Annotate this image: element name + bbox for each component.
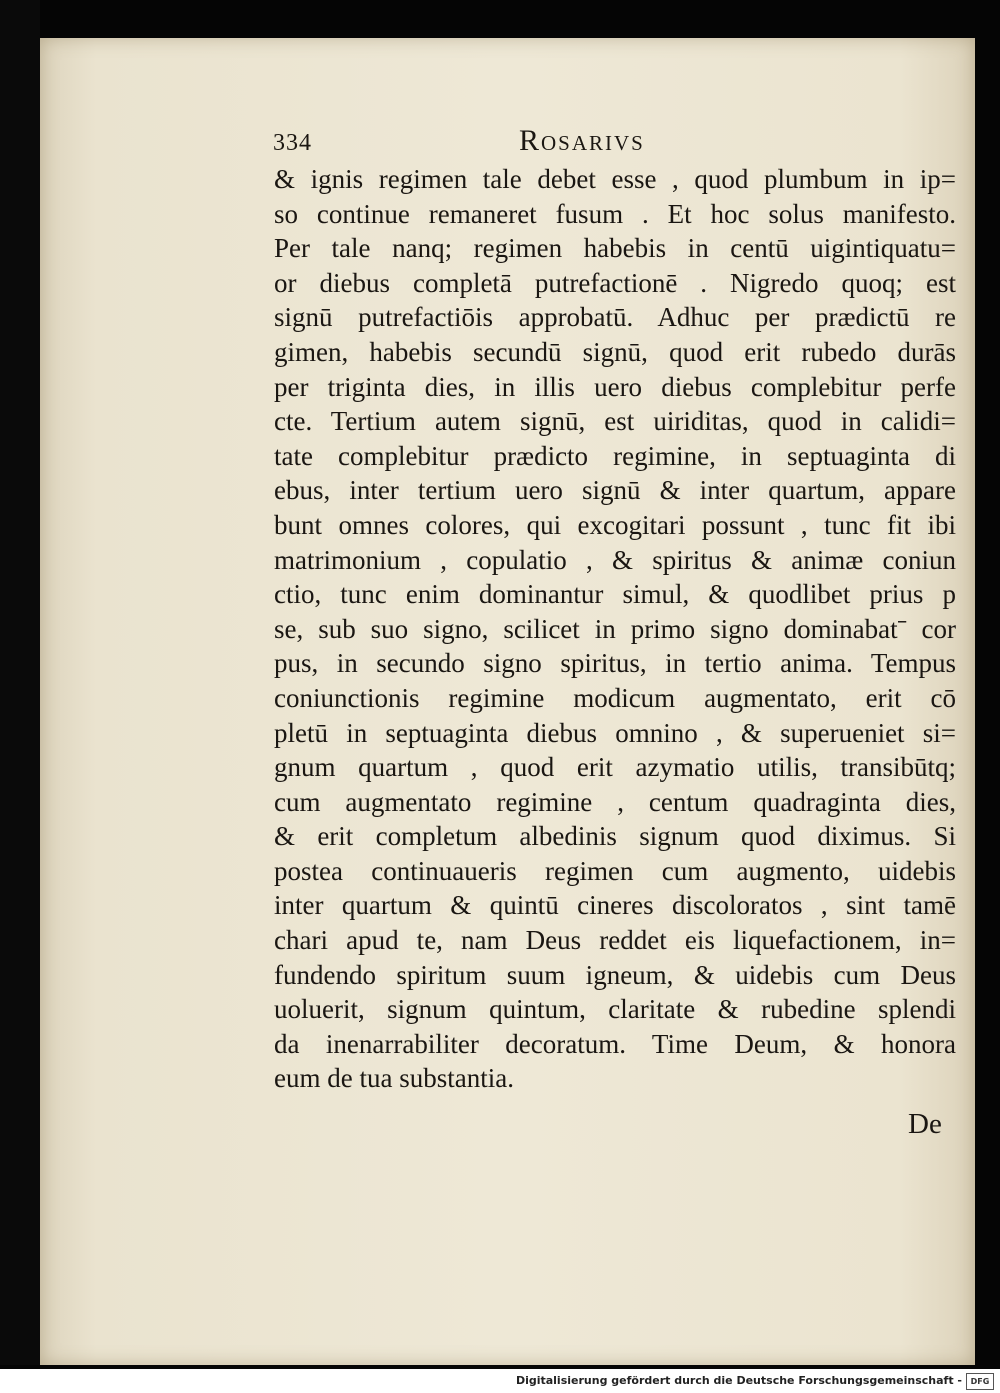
text-line: fundendo spiritum suum igneum, & uidebis cum Deus [274, 959, 956, 990]
scan-border [0, 0, 40, 1365]
text-line: gimen, habebis secundū signū, quod erit rubedo durās [274, 336, 956, 367]
text-line: da inenarrabiliter decoratum. Time Deum, & honora [274, 1028, 956, 1059]
text-line: bunt omnes colores, qui excogitari possunt , tunc fit ibi [274, 509, 956, 540]
text-line: gnum quartum , quod erit azymatio utilis, transibūtq; [274, 752, 956, 783]
catchword: De [908, 1108, 942, 1140]
body-text [274, 162, 956, 1096]
text-line: per triginta dies, in illis uero diebus complebitur perfe [274, 371, 956, 402]
dfg-logo: DFG [966, 1373, 994, 1390]
digitization-footer [0, 1369, 1000, 1393]
text-line: signū putrefactiōis approbatū. Adhuc per prædictū re [274, 302, 956, 333]
text-line: & ignis regimen tale debet esse , quod plumbum in ip= [274, 164, 956, 194]
text-line: cte. Tertium autem signū, est uiriditas, quod in calidi= [274, 406, 956, 437]
page-number: 334 [273, 130, 312, 156]
text-line: ctio, tunc enim dominantur simul, & quodlibet prius p [274, 579, 956, 610]
text-line: se, sub suo signo, scilicet in primo signo dominabatˉ cor [274, 613, 956, 644]
text-line: coniunctionis regimine modicum augmentato, erit cō [274, 682, 956, 713]
text-line: postea continuaueris regimen cum augmento, uidebis [274, 855, 956, 886]
text-line: inter quartum & quintū cineres discoloratos , sint tamē [274, 890, 956, 921]
text-line: matrimonium , copulatio , & spiritus & animæ coniun [274, 544, 956, 575]
text-line: or diebus completā putrefactionē . Nigredo quoq; est [274, 267, 956, 298]
running-title: Rosarivs [519, 124, 645, 157]
text-line: pus, in secundo signo spiritus, in tertio anima. Tempus [274, 648, 956, 679]
text-line: pletū in septuaginta diebus omnino , & superueniet si= [274, 717, 956, 748]
text-line: chari apud te, nam Deus reddet eis liquefactionem, in= [274, 925, 956, 956]
text-line: ebus, inter tertium uero signū & inter quartum, appare [274, 475, 956, 506]
text-line: & erit completum albedinis signum quod diximus. Si [274, 821, 956, 852]
text-line: eum de tua substantia. [274, 1063, 514, 1094]
text-line: tate complebitur prædicto regimine, in septuaginta di [274, 440, 956, 471]
text-line: so continue remaneret fusum . Et hoc solus manifesto. [274, 198, 956, 229]
text-line: Per tale nanq; regimen habebis in centū uigintiquatu= [274, 233, 956, 264]
text-line: uoluerit, signum quintum, claritate & rubedine splendi [274, 994, 956, 1025]
funding-note: Digitalisierung gefördert durch die Deutsche Forschungsgemeinschaft - [515, 1374, 962, 1387]
text-line: cum augmentato regimine , centum quadraginta dies, [274, 786, 956, 817]
running-head [273, 124, 693, 160]
